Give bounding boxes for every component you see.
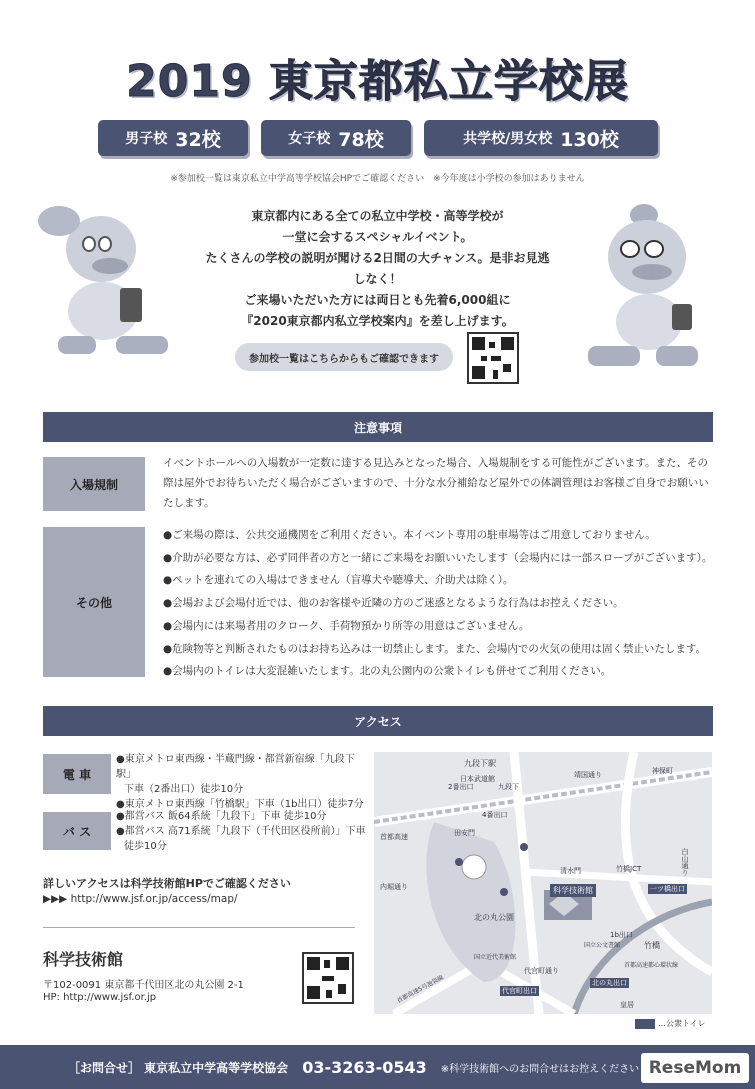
- participation-note: ※参加校一覧は東京私立中学高等学校協会HPでご確認ください ※今年度は小学校の参加はありません: [170, 174, 585, 184]
- qr-prompt: 参加校一覧はこちらからもご確認できます: [235, 343, 453, 371]
- map-label: 首都高速: [380, 833, 408, 841]
- badge-count: 32校: [175, 128, 221, 151]
- access-url-link[interactable]: ▶▶▶ http://www.jsf.or.jp/access/map/: [43, 893, 238, 905]
- map-label: 九段下駅: [464, 759, 496, 768]
- venue-name: 科学技術館: [43, 950, 124, 969]
- bus-directions: [116, 809, 366, 854]
- mascot-boy-illustration: [588, 200, 708, 380]
- map-label: 竹橋JCT: [616, 865, 642, 873]
- train-label: 電 車: [43, 754, 111, 794]
- mascot-girl-illustration: [38, 196, 173, 374]
- map-label: 一ツ橋出口: [650, 885, 685, 893]
- watermark-logo: ReseMom: [641, 1053, 749, 1083]
- bus-label: バ ス: [43, 812, 111, 850]
- footer-contact: ［お問合せ］ 東京私立中学高等学校協会: [68, 1060, 289, 1075]
- direction-line: ●都営バス 飯64系統「九段下」下車 徒歩10分: [116, 811, 327, 822]
- map-label: 神保町: [652, 767, 673, 775]
- map-label: 九段下: [498, 783, 519, 791]
- map-label: 2番出口: [448, 783, 474, 791]
- list-item: ●会場内には来場者用のクローク、手荷物預かり所等の用意はございません。: [163, 619, 530, 632]
- legend-text: …公衆トイレ: [658, 1019, 706, 1028]
- direction-line: ●東京メトロ東西線「竹橋駅」下車（1b出口）徒歩7分: [116, 799, 364, 810]
- map-label: 国立公文書館: [584, 942, 621, 949]
- divider: [43, 927, 355, 928]
- map-label: 靖国通り: [574, 771, 602, 779]
- other-label: その他: [43, 527, 145, 677]
- direction-line: ●都営バス 高71系統「九段下（千代田区役所前）」下車: [116, 826, 366, 837]
- list-item: ●介助が必要な方は、必ず同伴者の方と一緒にご来場をお願いいたします（会場内には一部スロープがございます）。: [163, 551, 713, 564]
- list-item: ●ペットを連れての入場はできません（盲導犬や聴導犬、介助犬は除く）。: [163, 574, 514, 587]
- direction-line: 徒歩10分: [124, 841, 167, 852]
- map-label: 首都高速5号池袋線: [395, 974, 445, 1005]
- intro-line: たくさんの学校の説明が聞ける2日間の大チャンス。是非お見逃しなく！: [205, 251, 550, 286]
- map-label: 日本武道館: [460, 775, 495, 783]
- intro-line: 『2020東京都内私立学校案内』を差し上げます。: [241, 314, 514, 328]
- badge-count: 78校: [338, 128, 384, 151]
- map-label: 1b出口: [610, 931, 633, 939]
- list-item: ●危険物等と判断されたものはお持ち込みは一切禁止します。また、会場内での火気の使用は固く禁止いたします。: [163, 642, 706, 655]
- venue-hp[interactable]: HP: http://www.jsf.or.jp: [43, 992, 157, 1003]
- badge-girls-school: [261, 120, 411, 156]
- map-label: 首都高速都心環状線: [624, 962, 679, 969]
- other-rules-list: [163, 524, 715, 683]
- train-directions: [116, 752, 366, 812]
- intro-line: 東京都内にある全ての私立中学校・高等学校が: [251, 209, 504, 223]
- venue-address: 〒102-0091 東京都千代田区北の丸公園 2-1: [43, 980, 244, 991]
- list-item: ●会場内のトイレは大変混雑いたします。北の丸公園内の公衆トイレも併せてご利用ください。: [163, 665, 612, 678]
- entry-restriction-label: 入場規制: [43, 457, 145, 511]
- access-map: [374, 752, 712, 1014]
- direction-line: ●東京メトロ東西線・半蔵門線・都営新宿線「九段下駅」: [116, 754, 355, 780]
- map-label: 清水門: [560, 867, 581, 875]
- intro-text: [200, 206, 555, 332]
- intro-line: 一堂に会するスペシャルイベント。: [282, 230, 473, 244]
- page-title: 2019 東京都私立学校展: [126, 56, 629, 107]
- footer-phone: 03-3263-0543: [302, 1057, 427, 1077]
- map-label: 4番出口: [482, 811, 508, 819]
- map-label: 代官町出口: [502, 987, 537, 995]
- map-label: 北の丸出口: [592, 979, 627, 987]
- map-label: 皇居: [620, 1001, 634, 1009]
- map-label: 内堀通り: [380, 883, 408, 891]
- toilet-icon: [635, 1019, 655, 1029]
- map-label: 白山通り: [681, 848, 689, 876]
- map-legend: [635, 1018, 706, 1029]
- direction-line: 下車（2番出口）徒歩10分: [124, 784, 244, 795]
- badge-label: 共学校/男女校: [463, 131, 553, 147]
- badge-count: 130校: [560, 128, 619, 151]
- badge-boys-school: [98, 120, 248, 156]
- map-venue-marker: 科学技術館: [550, 884, 596, 897]
- map-label: 代官町通り: [524, 967, 559, 975]
- map-label: 田安門: [454, 829, 475, 837]
- badge-coed-school: [424, 120, 658, 156]
- list-item: ●会場および会場付近では、他のお客様や近隣の方のご迷惑となるような行為はお控えください。: [163, 597, 624, 610]
- list-item: ●ご来場の際は、公共交通機関をご利用ください。本イベント専用の駐車場等はご用意しておりません。: [163, 529, 656, 541]
- caution-heading: 注意事項: [43, 412, 713, 442]
- map-label: 竹橋: [644, 941, 660, 950]
- map-label: 北の丸公園: [474, 913, 514, 922]
- entry-restriction-text: イベントホールへの入場数が一定数に達する見込みとなった場合、入場規制をする可能性がございます。また、その際は屋外でお待ちいただく場合がございますので、十分な水分補給など屋外での体調管理はお客様ご自身でお願いいたします。: [163, 457, 709, 509]
- badge-label: 女子校: [288, 131, 331, 147]
- access-heading: アクセス: [43, 706, 713, 736]
- intro-line: ご来場いただいた方には両日とも先着6,000組に: [244, 293, 511, 307]
- footer-note: ※科学技術館へのお問合せはお控えください: [440, 1063, 640, 1075]
- access-detail-label: 詳しいアクセスは科学技術館HPでご確認ください: [43, 877, 291, 890]
- map-label: 国立近代美術館: [474, 954, 517, 961]
- venue-qr-code[interactable]: [302, 952, 354, 1004]
- badge-label: 男子校: [125, 131, 168, 147]
- participant-list-qr-code[interactable]: [467, 332, 519, 384]
